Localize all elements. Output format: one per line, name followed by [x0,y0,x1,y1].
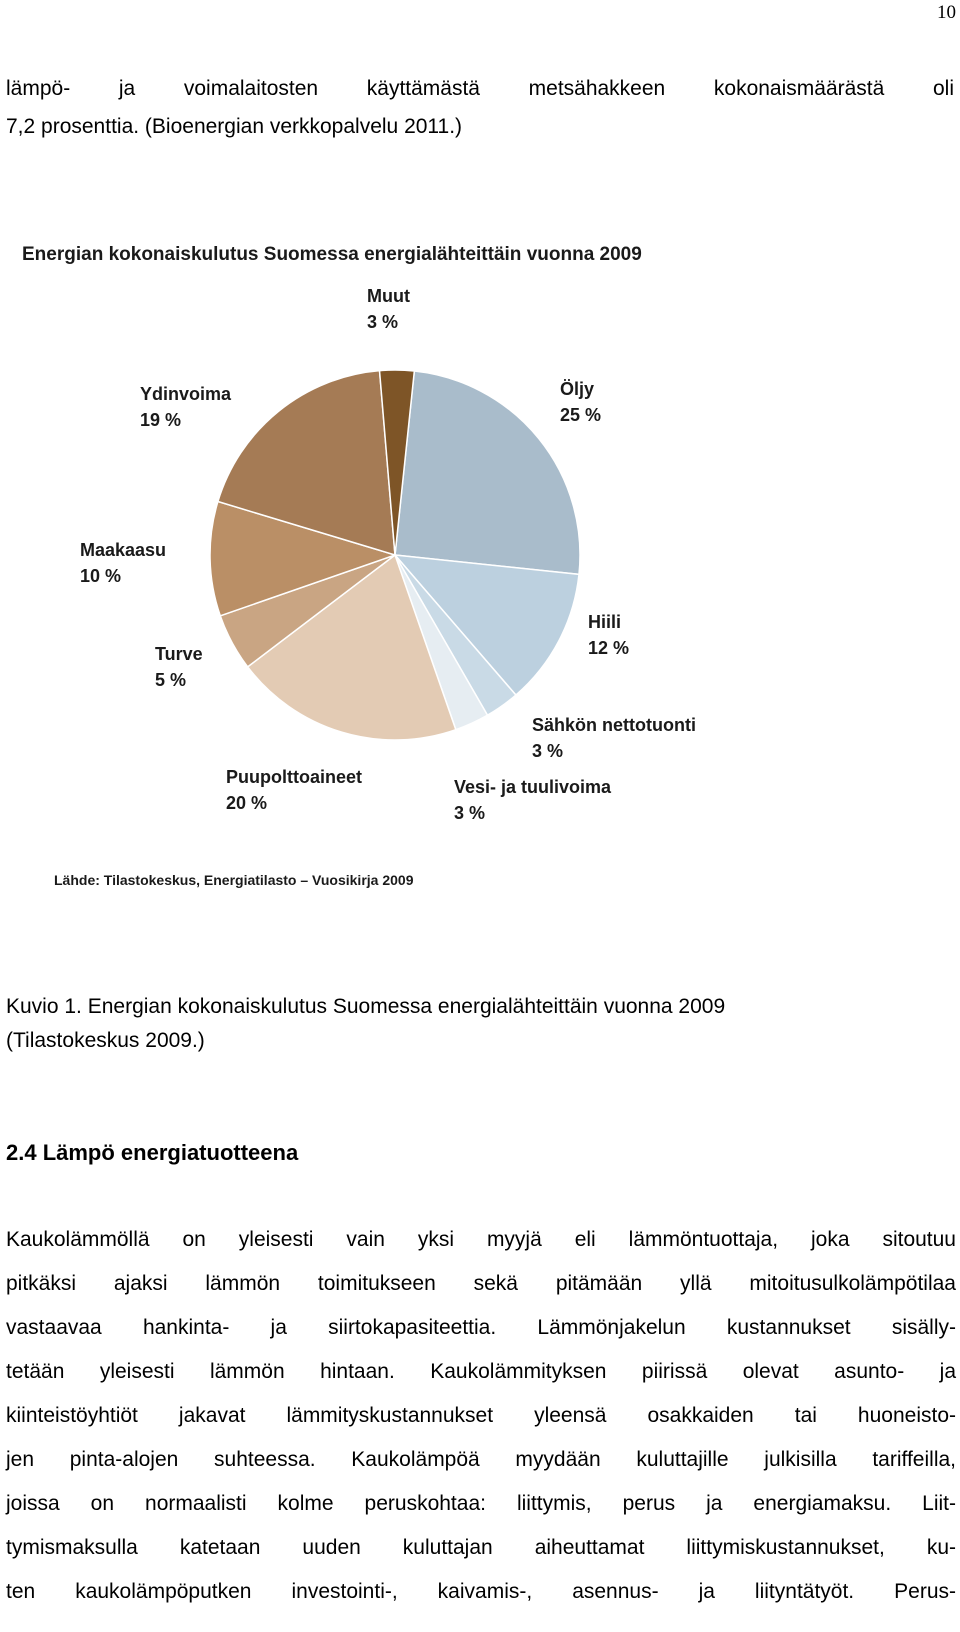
body-line: kiinteistöyhtiöt jakavat lämmityskustannukset yleensä osakkaiden tai huoneisto- [6,1404,956,1427]
slice-label: Turve [155,644,203,664]
pie-slice-öljy [395,371,580,574]
body-line: tymismaksulla katetaan uuden kuluttajan aiheuttamat liittymiskustannukset, ku- [6,1536,956,1559]
energy-pie-figure [20,230,760,930]
slice-value-label: 19 % [140,410,182,430]
page-number: 10 [937,2,956,23]
slice-label: Vesi- ja tuulivoima [454,777,612,797]
slice-value-label: 3 % [532,741,564,761]
slice-label: Muut [367,286,410,306]
body-paragraph [6,1218,956,1614]
slice-value-label: 3 % [367,312,399,332]
slice-label: Ydinvoima [140,384,232,404]
slice-label: Puupolttoaineet [226,767,362,787]
slice-label: Maakaasu [80,540,167,560]
chart-source: Lähde: Tilastokeskus, Energiatilasto – Vuosikirja 2009 [54,872,414,888]
slice-value-label: 20 % [226,793,268,813]
intro-line: 7,2 prosenttia. (Bioenergian verkkopalvelu 2011.) [6,115,463,138]
body-line: vastaavaa hankinta- ja siirtokapasiteettia. Lämmönjakelun kustannukset sisälly- [6,1316,956,1339]
body-line: Kaukolämmöllä on yleisesti vain yksi myyjä eli lämmöntuottaja, joka sitoutuu [6,1228,956,1251]
body-line: ten kaukolämpöputken investointi-, kaivamis-, asennus- ja liityntätyöt. Perus- [6,1580,956,1603]
slice-value-label: 3 % [454,803,486,823]
body-line: jen pinta-alojen suhteessa. Kaukolämpöä myydään kuluttajille julkisilla tariffeilla, [6,1448,956,1471]
intro-line: lämpö- ja voimalaitosten käyttämästä metsähakkeen kokonaismäärästä oli [6,77,954,100]
slice-value-label: 10 % [80,566,122,586]
pie-chart [20,230,760,930]
caption-line: (Tilastokeskus 2009.) [6,1029,205,1052]
pie-slices [210,370,580,740]
section-heading: 2.4 Lämpö energiatuotteena [6,1140,299,1165]
slice-value-label: 12 % [588,638,630,658]
body-line: tetään yleisesti lämmön hintaan. Kaukolämmityksen piirissä olevat asunto- ja [6,1360,956,1383]
slice-label: Öljy [560,379,595,399]
intro-paragraph [6,70,954,146]
slice-value-label: 25 % [560,405,602,425]
slice-value-label: 5 % [155,670,187,690]
figure-caption [6,990,906,1058]
caption-line: Kuvio 1. Energian kokonaiskulutus Suomessa energialähteittäin vuonna 2009 [6,995,726,1018]
slice-label: Hiili [588,612,622,632]
slice-label: Sähkön nettotuonti [532,715,696,735]
chart-title: Energian kokonaiskulutus Suomessa energialähteittäin vuonna 2009 [22,244,642,265]
body-line: joissa on normaalisti kolme peruskohtaa: liittymis, perus ja energiamaksu. Liit- [6,1492,956,1515]
body-line: pitkäksi ajaksi lämmön toimitukseen sekä pitämään yllä mitoitusulkolämpötilaa [6,1272,956,1295]
